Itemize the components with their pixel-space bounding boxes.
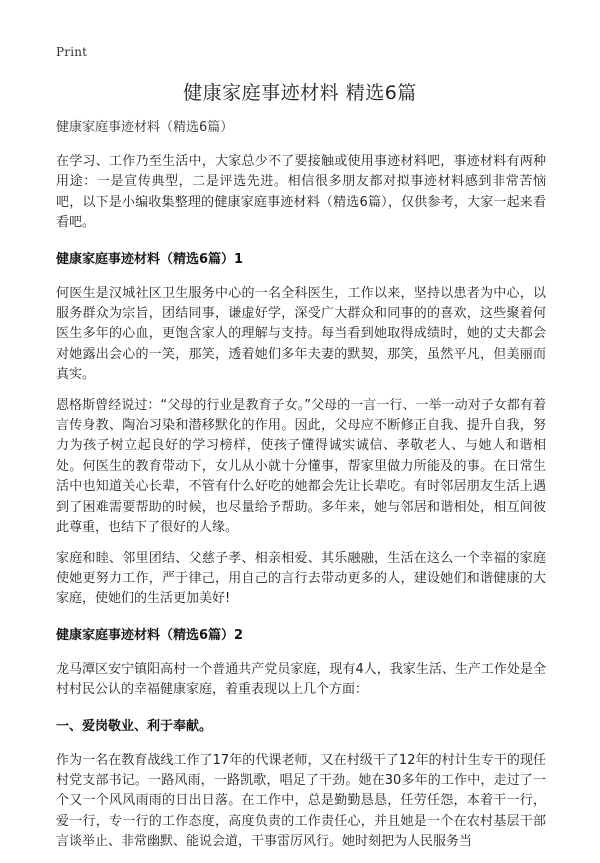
section-paragraph: 恩格斯曾经说过：“父母的行业是教育子女。”父母的一言一行、一举一动对子女都有着言传身教、陶冶习染和潜移默化的作用。因此，父母应不断修正自我、提升自我，努力为孩子树立起良好的学习榜样，使孩子懂得诚实诚信、孝敬老人、与她人和谐相处。何医生的教育带动下，女儿从小就十分懂事，帮家里做力所能及的事。在日常生活中也知道关心长辈，不管有什么好吃的她都会先让长辈吃。有时邻居朋友生活上遇到了困难需要帮助的时候，也尽量给予帮助。多年来，她与邻居和谐相处，相互间彼此尊重，也结下了很好的人缘。 bbox=[56, 397, 546, 536]
section-paragraph: 龙马潭区安宁镇阳高村一个普通共产党员家庭，现有4人，我家生活、生产工作处是全村村民公认的幸福健康家庭，着重表现以上几个方面： bbox=[56, 661, 546, 698]
document-body bbox=[56, 118, 546, 863]
subsection-heading: 一、爱岗敬业、利于奉献。 bbox=[56, 718, 213, 734]
section-paragraph: 何医生是汉城社区卫生服务中心的一名全科医生，工作以来，坚持以患者为中心，以服务群众为宗旨，团结同事，谦虚好学，深受广大群众和同事的的喜欢，这些聚着何医生多年的心血，更饱含家人的理解与支持。每当看到她取得成绩时，她的丈夫都会对她露出会心的一笑，那笑，透着她们多年夫妻的默契，那笑，虽然平凡，但美丽而真实。 bbox=[56, 285, 546, 383]
document-subtitle: 健康家庭事迹材料（精选6篇） bbox=[56, 120, 234, 135]
section-paragraph: 作为一名在教育战线工作了17年的代课老师，又在村级干了12年的村计生专干的现任村党支部书记。一路风雨，一路凯歌，唱足了干劲。她在30多年的工作中，走过了一个又一个风风雨雨的日出日落。在工作中，总是勤勤恳恳，任劳任怨，本着干一行，爱一行，专一行的工作态度，高度负责的工作责任心，并且她是一个在农村基层干部言谈举止、非常幽默、能说会道，干事雷厉风行。她时刻把为人民服务当 bbox=[56, 752, 546, 850]
section-paragraph: 家庭和睦、邻里团结、父慈子孝、相亲相爱、其乐融融，生活在这么一个幸福的家庭使她更努力工作，严于律己，用自己的言行去带动更多的人，建设她们和谐健康的大家庭，使她们的生活更加美好! bbox=[56, 550, 546, 607]
intro-paragraph: 在学习、工作乃至生活中，大家总少不了要接触或使用事迹材料吧，事迹材料有两种用途：一是宣传典型，二是评选先进。相信很多朋友都对拟事迹材料感到非常苦恼吧，以下是小编收集整理的健康家庭事迹材料（精选6篇），仅供参考，大家一起来看看吧。 bbox=[56, 154, 546, 231]
section-heading: 健康家庭事迹材料（精选6篇）2 bbox=[56, 627, 244, 643]
section-heading: 健康家庭事迹材料（精选6篇）1 bbox=[56, 251, 244, 267]
print-link[interactable]: Print bbox=[56, 45, 88, 59]
document-title: 健康家庭事迹材料 精选6篇 bbox=[183, 82, 417, 104]
